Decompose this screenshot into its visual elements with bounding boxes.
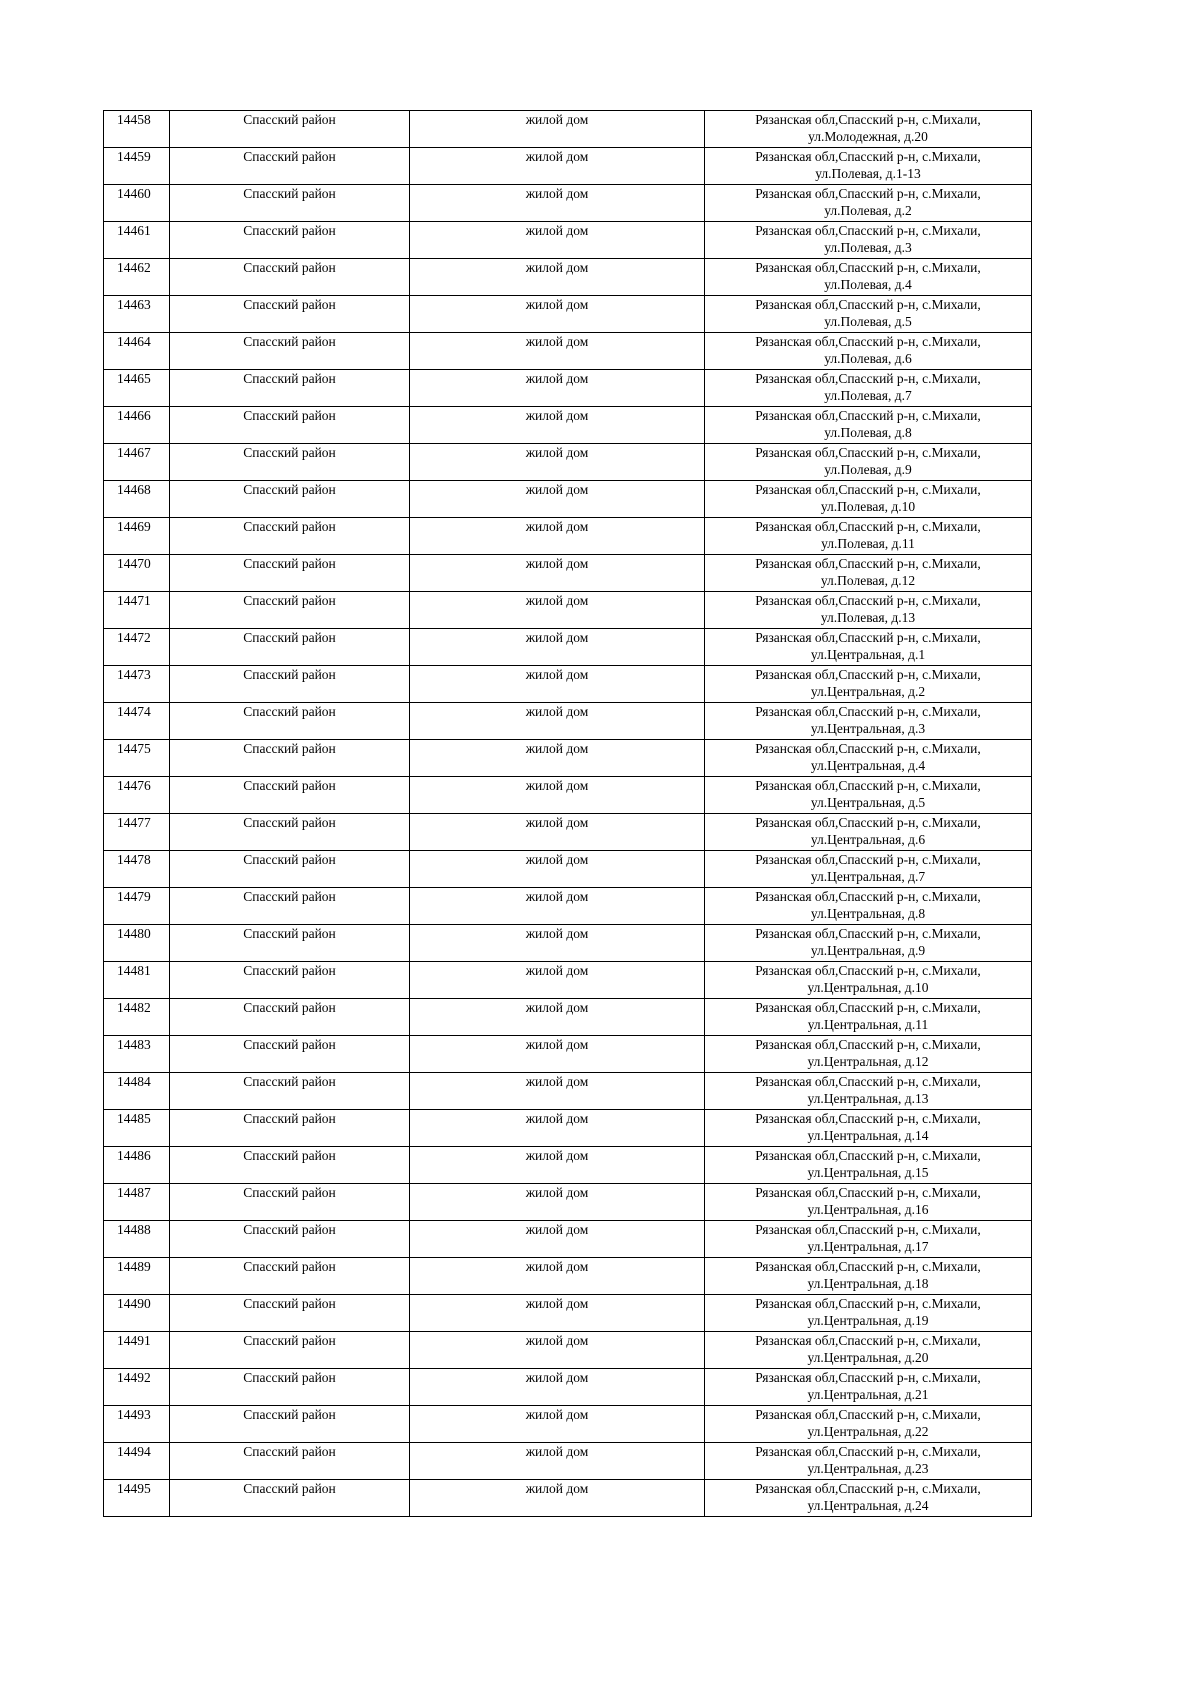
- district-cell: Спасский район: [170, 370, 410, 407]
- address-line-2: ул.Центральная, д.15: [807, 1165, 929, 1180]
- address-line-2: ул.Центральная, д.12: [807, 1054, 929, 1069]
- district-cell: Спасский район: [170, 1406, 410, 1443]
- address-line-2: ул.Полевая, д.8: [824, 425, 912, 440]
- district-cell: Спасский район: [170, 592, 410, 629]
- record-number: 14491: [104, 1332, 170, 1369]
- address-line-2: ул.Центральная, д.3: [810, 721, 926, 736]
- address-line-1: Рязанская обл,Спасский р-н, с.Михали,: [755, 1222, 981, 1237]
- table-row: [104, 1147, 1032, 1184]
- object-type-cell: жилой дом: [410, 111, 705, 148]
- address-line-2: ул.Полевая, д.11: [821, 536, 915, 551]
- district-cell: Спасский район: [170, 555, 410, 592]
- record-number: 14461: [104, 222, 170, 259]
- table-row: [104, 1184, 1032, 1221]
- record-number: 14463: [104, 296, 170, 333]
- district-cell: Спасский район: [170, 703, 410, 740]
- record-number: 14494: [104, 1443, 170, 1480]
- table-row: [104, 851, 1032, 888]
- address-line-2: ул.Центральная, д.17: [807, 1239, 929, 1254]
- address-line-1: Рязанская обл,Спасский р-н, с.Михали,: [755, 1444, 981, 1459]
- object-type-cell: жилой дом: [410, 1295, 705, 1332]
- object-type-cell: жилой дом: [410, 1443, 705, 1480]
- district-cell: Спасский район: [170, 814, 410, 851]
- object-type-cell: жилой дом: [410, 1036, 705, 1073]
- record-number: 14486: [104, 1147, 170, 1184]
- address-line-1: Рязанская обл,Спасский р-н, с.Михали,: [755, 1407, 981, 1422]
- address-cell: [705, 925, 1032, 962]
- object-type-cell: жилой дом: [410, 888, 705, 925]
- address-line-2: ул.Полевая, д.4: [824, 277, 912, 292]
- object-type-cell: жилой дом: [410, 999, 705, 1036]
- address-cell: [705, 370, 1032, 407]
- table-row: [104, 1480, 1032, 1517]
- address-line-2: ул.Центральная, д.14: [807, 1128, 929, 1143]
- district-cell: Спасский район: [170, 888, 410, 925]
- address-line-1: Рязанская обл,Спасский р-н, с.Михали,: [755, 149, 981, 164]
- address-line-1: Рязанская обл,Спасский р-н, с.Михали,: [755, 1074, 981, 1089]
- address-line-2: ул.Центральная, д.6: [810, 832, 926, 847]
- record-number: 14469: [104, 518, 170, 555]
- record-number: 14458: [104, 111, 170, 148]
- record-number: 14490: [104, 1295, 170, 1332]
- address-line-2: ул.Полевая, д.5: [824, 314, 912, 329]
- record-number: 14468: [104, 481, 170, 518]
- address-line-2: ул.Центральная, д.10: [807, 980, 929, 995]
- address-cell: [705, 1221, 1032, 1258]
- district-cell: Спасский район: [170, 1480, 410, 1517]
- table-row: [104, 407, 1032, 444]
- table-row: [104, 555, 1032, 592]
- record-number: 14477: [104, 814, 170, 851]
- table-row: [104, 370, 1032, 407]
- address-cell: [705, 296, 1032, 333]
- object-type-cell: жилой дом: [410, 1110, 705, 1147]
- object-type-cell: жилой дом: [410, 222, 705, 259]
- record-number: 14460: [104, 185, 170, 222]
- object-type-cell: жилой дом: [410, 851, 705, 888]
- table-row: [104, 111, 1032, 148]
- address-line-1: Рязанская обл,Спасский р-н, с.Михали,: [755, 1481, 981, 1496]
- record-number: 14474: [104, 703, 170, 740]
- table-row: [104, 1406, 1032, 1443]
- address-line-1: Рязанская обл,Спасский р-н, с.Михали,: [755, 482, 981, 497]
- district-cell: Спасский район: [170, 333, 410, 370]
- address-line-1: Рязанская обл,Спасский р-н, с.Михали,: [755, 445, 981, 460]
- record-number: 14483: [104, 1036, 170, 1073]
- address-line-1: Рязанская обл,Спасский р-н, с.Михали,: [755, 926, 981, 941]
- address-line-2: ул.Полевая, д.3: [824, 240, 912, 255]
- record-number: 14472: [104, 629, 170, 666]
- address-line-2: ул.Центральная, д.4: [810, 758, 926, 773]
- object-type-cell: жилой дом: [410, 1258, 705, 1295]
- address-line-2: ул.Центральная, д.24: [807, 1498, 929, 1513]
- address-line-1: Рязанская обл,Спасский р-н, с.Михали,: [755, 778, 981, 793]
- table-row: [104, 999, 1032, 1036]
- table-row: [104, 740, 1032, 777]
- table-row: [104, 629, 1032, 666]
- address-cell: [705, 481, 1032, 518]
- district-cell: Спасский район: [170, 518, 410, 555]
- district-cell: Спасский район: [170, 851, 410, 888]
- address-line-2: ул.Центральная, д.23: [807, 1461, 929, 1476]
- records-table: [103, 110, 1032, 1517]
- address-line-2: ул.Центральная, д.5: [810, 795, 926, 810]
- address-cell: [705, 111, 1032, 148]
- address-line-2: ул.Молодежная, д.20: [808, 129, 928, 144]
- address-line-2: ул.Центральная, д.21: [807, 1387, 929, 1402]
- address-cell: [705, 1406, 1032, 1443]
- record-number: 14464: [104, 333, 170, 370]
- record-number: 14495: [104, 1480, 170, 1517]
- district-cell: Спасский район: [170, 629, 410, 666]
- address-line-2: ул.Полевая, д.13: [820, 610, 916, 625]
- table-row: [104, 1073, 1032, 1110]
- district-cell: Спасский район: [170, 296, 410, 333]
- table-row: [104, 296, 1032, 333]
- record-number: 14485: [104, 1110, 170, 1147]
- address-cell: [705, 555, 1032, 592]
- address-cell: [705, 1110, 1032, 1147]
- address-cell: [705, 1036, 1032, 1073]
- district-cell: Спасский район: [170, 1184, 410, 1221]
- address-line-1: Рязанская обл,Спасский р-н, с.Михали,: [755, 1037, 981, 1052]
- district-cell: Спасский район: [170, 1073, 410, 1110]
- record-number: 14478: [104, 851, 170, 888]
- table-row: [104, 222, 1032, 259]
- record-number: 14470: [104, 555, 170, 592]
- object-type-cell: жилой дом: [410, 666, 705, 703]
- district-cell: Спасский район: [170, 1036, 410, 1073]
- object-type-cell: жилой дом: [410, 407, 705, 444]
- address-line-1: Рязанская обл,Спасский р-н, с.Михали,: [755, 1259, 981, 1274]
- address-line-1: Рязанская обл,Спасский р-н, с.Михали,: [755, 186, 981, 201]
- address-line-2: ул.Центральная, д.20: [807, 1350, 929, 1365]
- district-cell: Спасский район: [170, 666, 410, 703]
- object-type-cell: жилой дом: [410, 148, 705, 185]
- record-number: 14462: [104, 259, 170, 296]
- district-cell: Спасский район: [170, 1369, 410, 1406]
- object-type-cell: жилой дом: [410, 259, 705, 296]
- district-cell: Спасский район: [170, 259, 410, 296]
- address-cell: [705, 222, 1032, 259]
- address-line-2: ул.Центральная, д.13: [807, 1091, 929, 1106]
- object-type-cell: жилой дом: [410, 703, 705, 740]
- records-table-body: [104, 111, 1032, 1517]
- address-cell: [705, 814, 1032, 851]
- table-row: [104, 666, 1032, 703]
- address-cell: [705, 1295, 1032, 1332]
- address-line-1: Рязанская обл,Спасский р-н, с.Михали,: [755, 1111, 981, 1126]
- address-line-1: Рязанская обл,Спасский р-н, с.Михали,: [755, 223, 981, 238]
- address-cell: [705, 703, 1032, 740]
- table-row: [104, 481, 1032, 518]
- address-line-2: ул.Центральная, д.19: [807, 1313, 929, 1328]
- table-row: [104, 1332, 1032, 1369]
- table-row: [104, 1036, 1032, 1073]
- district-cell: Спасский район: [170, 185, 410, 222]
- object-type-cell: жилой дом: [410, 444, 705, 481]
- address-line-1: Рязанская обл,Спасский р-н, с.Михали,: [755, 371, 981, 386]
- table-row: [104, 518, 1032, 555]
- object-type-cell: жилой дом: [410, 1221, 705, 1258]
- record-number: 14481: [104, 962, 170, 999]
- record-number: 14473: [104, 666, 170, 703]
- record-number: 14484: [104, 1073, 170, 1110]
- object-type-cell: жилой дом: [410, 925, 705, 962]
- address-line-1: Рязанская обл,Спасский р-н, с.Михали,: [755, 852, 981, 867]
- address-line-1: Рязанская обл,Спасский р-н, с.Михали,: [755, 667, 981, 682]
- table-row: [104, 185, 1032, 222]
- address-cell: [705, 333, 1032, 370]
- table-row: [104, 444, 1032, 481]
- district-cell: Спасский район: [170, 111, 410, 148]
- district-cell: Спасский район: [170, 962, 410, 999]
- table-row: [104, 1258, 1032, 1295]
- address-cell: [705, 851, 1032, 888]
- record-number: 14480: [104, 925, 170, 962]
- address-line-1: Рязанская обл,Спасский р-н, с.Михали,: [755, 519, 981, 534]
- district-cell: Спасский район: [170, 1295, 410, 1332]
- address-line-2: ул.Полевая, д.6: [824, 351, 912, 366]
- address-line-2: ул.Центральная, д.2: [810, 684, 926, 699]
- object-type-cell: жилой дом: [410, 1406, 705, 1443]
- object-type-cell: жилой дом: [410, 814, 705, 851]
- address-line-2: ул.Центральная, д.16: [807, 1202, 929, 1217]
- record-number: 14492: [104, 1369, 170, 1406]
- district-cell: Спасский район: [170, 740, 410, 777]
- address-line-1: Рязанская обл,Спасский р-н, с.Михали,: [755, 1185, 981, 1200]
- address-cell: [705, 1480, 1032, 1517]
- record-number: 14471: [104, 592, 170, 629]
- object-type-cell: жилой дом: [410, 481, 705, 518]
- object-type-cell: жилой дом: [410, 740, 705, 777]
- address-line-1: Рязанская обл,Спасский р-н, с.Михали,: [755, 593, 981, 608]
- address-line-2: ул.Полевая, д.10: [820, 499, 916, 514]
- record-number: 14467: [104, 444, 170, 481]
- address-line-1: Рязанская обл,Спасский р-н, с.Михали,: [755, 1000, 981, 1015]
- address-cell: [705, 962, 1032, 999]
- object-type-cell: жилой дом: [410, 370, 705, 407]
- object-type-cell: жилой дом: [410, 555, 705, 592]
- object-type-cell: жилой дом: [410, 1073, 705, 1110]
- district-cell: Спасский район: [170, 444, 410, 481]
- address-cell: [705, 1443, 1032, 1480]
- address-line-1: Рязанская обл,Спасский р-н, с.Михали,: [755, 704, 981, 719]
- address-cell: [705, 1258, 1032, 1295]
- record-number: 14493: [104, 1406, 170, 1443]
- object-type-cell: жилой дом: [410, 518, 705, 555]
- address-line-1: Рязанская обл,Спасский р-н, с.Михали,: [755, 408, 981, 423]
- address-cell: [705, 1147, 1032, 1184]
- object-type-cell: жилой дом: [410, 1147, 705, 1184]
- address-cell: [705, 1332, 1032, 1369]
- address-cell: [705, 185, 1032, 222]
- address-line-1: Рязанская обл,Спасский р-н, с.Михали,: [755, 741, 981, 756]
- record-number: 14488: [104, 1221, 170, 1258]
- address-line-2: ул.Полевая, д.7: [824, 388, 912, 403]
- record-number: 14479: [104, 888, 170, 925]
- address-line-2: ул.Центральная, д.11: [807, 1017, 929, 1032]
- district-cell: Спасский район: [170, 777, 410, 814]
- table-row: [104, 962, 1032, 999]
- table-row: [104, 259, 1032, 296]
- address-cell: [705, 259, 1032, 296]
- record-number: 14487: [104, 1184, 170, 1221]
- table-row: [104, 703, 1032, 740]
- record-number: 14466: [104, 407, 170, 444]
- object-type-cell: жилой дом: [410, 296, 705, 333]
- table-row: [104, 148, 1032, 185]
- table-row: [104, 1295, 1032, 1332]
- address-line-1: Рязанская обл,Спасский р-н, с.Михали,: [755, 112, 981, 127]
- address-cell: [705, 444, 1032, 481]
- object-type-cell: жилой дом: [410, 1184, 705, 1221]
- address-line-1: Рязанская обл,Спасский р-н, с.Михали,: [755, 630, 981, 645]
- district-cell: Спасский район: [170, 407, 410, 444]
- object-type-cell: жилой дом: [410, 777, 705, 814]
- district-cell: Спасский район: [170, 999, 410, 1036]
- table-row: [104, 814, 1032, 851]
- table-row: [104, 925, 1032, 962]
- address-cell: [705, 1369, 1032, 1406]
- table-row: [104, 888, 1032, 925]
- address-cell: [705, 148, 1032, 185]
- district-cell: Спасский район: [170, 1258, 410, 1295]
- address-line-1: Рязанская обл,Спасский р-н, с.Михали,: [755, 1333, 981, 1348]
- address-line-2: ул.Центральная, д.7: [810, 869, 926, 884]
- address-cell: [705, 592, 1032, 629]
- object-type-cell: жилой дом: [410, 185, 705, 222]
- table-row: [104, 333, 1032, 370]
- district-cell: Спасский район: [170, 1443, 410, 1480]
- address-line-2: ул.Центральная, д.22: [807, 1424, 929, 1439]
- address-cell: [705, 740, 1032, 777]
- address-line-2: ул.Центральная, д.18: [807, 1276, 929, 1291]
- record-number: 14482: [104, 999, 170, 1036]
- object-type-cell: жилой дом: [410, 1480, 705, 1517]
- district-cell: Спасский район: [170, 481, 410, 518]
- address-cell: [705, 518, 1032, 555]
- address-line-1: Рязанская обл,Спасский р-н, с.Михали,: [755, 260, 981, 275]
- district-cell: Спасский район: [170, 1147, 410, 1184]
- table-row: [104, 1110, 1032, 1147]
- address-line-1: Рязанская обл,Спасский р-н, с.Михали,: [755, 1370, 981, 1385]
- address-cell: [705, 666, 1032, 703]
- table-row: [104, 777, 1032, 814]
- district-cell: Спасский район: [170, 925, 410, 962]
- district-cell: Спасский район: [170, 1332, 410, 1369]
- address-line-1: Рязанская обл,Спасский р-н, с.Михали,: [755, 1148, 981, 1163]
- address-line-1: Рязанская обл,Спасский р-н, с.Михали,: [755, 1296, 981, 1311]
- district-cell: Спасский район: [170, 1110, 410, 1147]
- address-line-1: Рязанская обл,Спасский р-н, с.Михали,: [755, 297, 981, 312]
- address-cell: [705, 1184, 1032, 1221]
- address-cell: [705, 999, 1032, 1036]
- table-row: [104, 1221, 1032, 1258]
- district-cell: Спасский район: [170, 222, 410, 259]
- district-cell: Спасский район: [170, 1221, 410, 1258]
- address-line-1: Рязанская обл,Спасский р-н, с.Михали,: [755, 334, 981, 349]
- address-line-2: ул.Центральная, д.8: [810, 906, 926, 921]
- address-line-1: Рязанская обл,Спасский р-н, с.Михали,: [755, 963, 981, 978]
- address-cell: [705, 1073, 1032, 1110]
- address-cell: [705, 629, 1032, 666]
- object-type-cell: жилой дом: [410, 592, 705, 629]
- record-number: 14489: [104, 1258, 170, 1295]
- address-cell: [705, 407, 1032, 444]
- address-line-1: Рязанская обл,Спасский р-н, с.Михали,: [755, 815, 981, 830]
- address-line-1: Рязанская обл,Спасский р-н, с.Михали,: [755, 556, 981, 571]
- object-type-cell: жилой дом: [410, 333, 705, 370]
- address-line-2: ул.Полевая, д.2: [824, 203, 912, 218]
- address-cell: [705, 888, 1032, 925]
- object-type-cell: жилой дом: [410, 962, 705, 999]
- address-line-2: ул.Центральная, д.9: [810, 943, 926, 958]
- object-type-cell: жилой дом: [410, 1369, 705, 1406]
- record-number: 14476: [104, 777, 170, 814]
- record-number: 14459: [104, 148, 170, 185]
- table-row: [104, 1443, 1032, 1480]
- address-line-1: Рязанская обл,Спасский р-н, с.Михали,: [755, 889, 981, 904]
- record-number: 14465: [104, 370, 170, 407]
- address-line-2: ул.Полевая, д.9: [824, 462, 912, 477]
- address-line-2: ул.Полевая, д.1-13: [815, 166, 921, 181]
- object-type-cell: жилой дом: [410, 629, 705, 666]
- table-row: [104, 1369, 1032, 1406]
- address-line-2: ул.Центральная, д.1: [810, 647, 926, 662]
- table-row: [104, 592, 1032, 629]
- district-cell: Спасский район: [170, 148, 410, 185]
- address-line-2: ул.Полевая, д.12: [820, 573, 916, 588]
- address-cell: [705, 777, 1032, 814]
- object-type-cell: жилой дом: [410, 1332, 705, 1369]
- record-number: 14475: [104, 740, 170, 777]
